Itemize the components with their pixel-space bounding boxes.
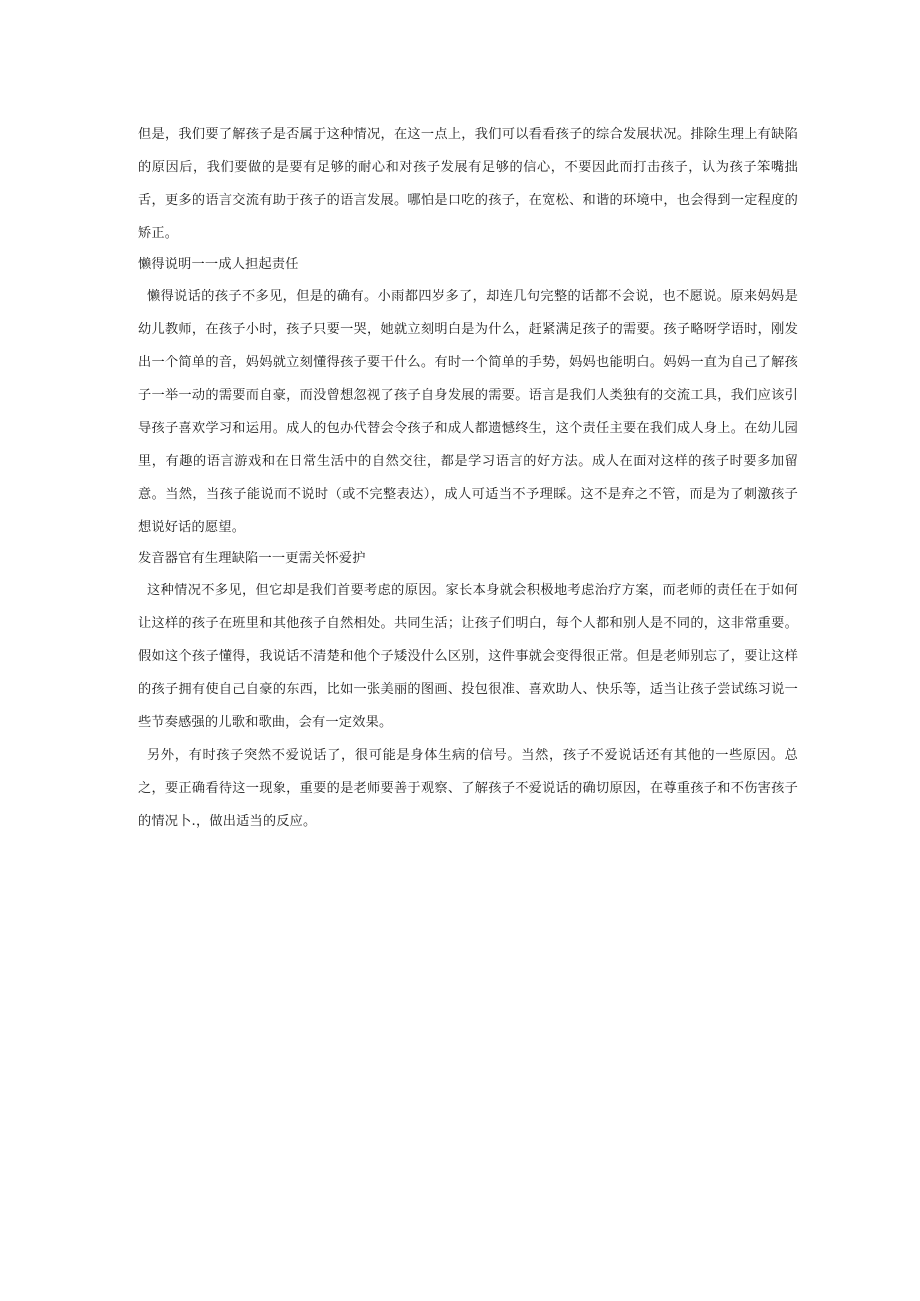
- paragraph-conclusion: 另外，有时孩子突然不爱说话了，很可能是身体生病的信号。当然，孩子不爱说话还有其他的一些原因。总之，要正确看待这一现象，重要的是老师要善于观察、了解孩子不爱说话的确切原因，在尊重孩子和不伤害孩子的情况卜.，做出适当的反应。: [138, 748, 798, 829]
- paragraph-lazy-talking: 懒得说话的孩子不多见，但是的确有。小雨都四岁多了，却连几句完整的话都不会说，也不愿说。原来妈妈是幼儿教师，在孩子小时，孩子只要一哭，她就立刻明白是为什么，赶紧满足孩子的需要。孩子略呀学语时，刚发出一个简单的音，妈妈就立刻懂得孩子要干什么。有时一个简单的手势，妈妈也能明白。妈妈一直为自己了解孩子一举一动的需要而自豪，而没曾想忽视了孩子自身发展的需要。语言是我们人类独有的交流工具，我们应该引导孩子喜欢学习和运用。成人的包办代替会令孩子和成人都遗憾终生，这个责任主要在我们成人身上。在幼儿园里，有趣的语言游戏和在日常生活中的自然交往，都是学习语言的好方法。成人在面对这样的孩子时要多加留意。当然，当孩子能说而不说时（或不完整表达），成人可适当不予理睬。这不是弃之不管，而是为了刺激孩子想说好话的愿望。: [138, 289, 798, 535]
- document-body: [138, 118, 798, 838]
- section-heading-physical-defect: 发音器官有生理缺陷一一更需关怀爱护: [138, 551, 366, 566]
- section-heading-lazy-talking: 懒得说明一一成人担起责任: [138, 257, 299, 272]
- paragraph-intro: 但是，我们要了解孩子是否属于这种情况，在这一点上，我们可以看看孩子的综合发展状况。排除生理上有缺陷的原因后，我们要做的是要有足够的耐心和对孩子发展有足够的信心，不要因此而打击孩子，认为孩子笨嘴拙舌，更多的语言交流有助于孩子的语言发展。哪怕是口吃的孩子，在宽松、和谐的环境中，也会得到一定程度的矫正。: [138, 127, 798, 241]
- paragraph-physical-defect: 这种情况不多见，但它却是我们首要考虑的原因。家长本身就会积极地考虑治疗方案，而老师的责任在于如何让这样的孩子在班里和其他孩子自然相处。共同生活；让孩子们明白，每个人都和别人是不同的，这非常重要。假如这个孩子懂得，我说话不清楚和他个子矮没什么区别，这件事就会变得很正常。但是老师别忘了，要让这样的孩子拥有使自己自豪的东西，比如一张美丽的图画、投包很准、喜欢助人、快乐等，适当让孩子尝试练习说一些节奏感强的儿歌和歌曲，会有一定效果。: [138, 583, 798, 730]
